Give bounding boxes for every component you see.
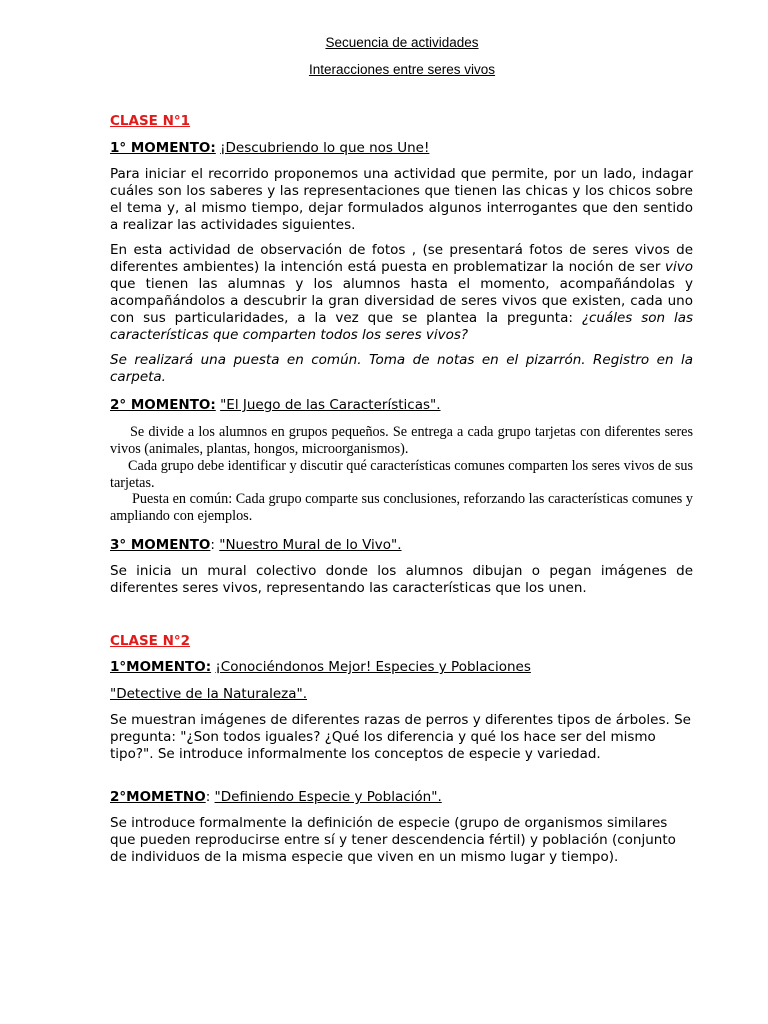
clase-2-paragraph-1: Se muestran imágenes de diferentes razas de perros y diferentes tipos de árboles. Se pregunta: "¿Son todos iguales? ¿Qué los diferencia y qué los hace ser del mismo tipo?". Se introduce informalmente los conceptos de especie y variedad. — [110, 712, 691, 762]
momento-label: 3° MOMENTO — [110, 537, 211, 553]
clase-2-paragraph-2: Se introduce formalmente la definición de especie (grupo de organismos similares que pueden reproducirse entre sí y tener descendencia fértil) y población (conjunto de individuos de la misma especie que viven en un mismo lugar y tiempo). — [110, 815, 676, 865]
momento-colon: : — [210, 537, 220, 553]
momento-title: ¡Conociéndonos Mejor! Especies y Poblaciones — [215, 659, 531, 675]
document-title: Secuencia de actividades — [325, 35, 479, 50]
momento-colon: : — [205, 789, 215, 805]
clase-1-momento-2-heading — [110, 397, 693, 414]
emphasis-question: ¿cuáles son las características que comparten todos los seres vivos? — [110, 310, 693, 343]
paragraph-italic-text: Se realizará una puesta en común. Toma de notas en el pizarrón. Registro en la carpeta. — [110, 352, 693, 385]
clase-2-momento-1-subtitle — [110, 686, 693, 703]
clase-2-heading — [110, 633, 693, 650]
clase-1-heading — [110, 113, 693, 130]
clase-1-step-2: Cada grupo debe identificar y discutir qué características comunes comparten los seres vivos de sus tarjetas. — [110, 458, 693, 491]
clase-1-paragraph-1: Para iniciar el recorrido proponemos una actividad que permite, por un lado, indagar cuáles son los saberes y las representaciones que tienen las chicas y los chicos sobre el tema y, al mismo tiempo, dejar formulados algunos interrogantes que den sentido a realizar las actividades siguientes. — [110, 166, 693, 233]
momento-title: "Definiendo Especie y Población". — [214, 789, 442, 805]
clase-1-momento-1-heading — [110, 140, 693, 157]
momento-label: 1°MOMENTO: — [110, 659, 212, 675]
momento-title: "El Juego de las Características". — [220, 397, 441, 413]
momento-subtitle: "Detective de la Naturaleza". — [110, 686, 308, 702]
clase-2-momento-1-heading — [110, 659, 693, 676]
paragraph-text: que tienen las alumnas y los alumnos hasta el momento, acompañándolas y acompañándolos a descubrir la gran diversidad de seres vivos que existen, cada uno con sus particularidades, a la vez que se plantea la pregunta: — [110, 276, 693, 326]
clase-1-paragraph-2 — [110, 242, 693, 344]
clase-1-step-1: Se divide a los alumnos en grupos pequeños. Se entrega a cada grupo tarjetas con diferentes seres vivos (animales, plantas, hongos, microorganismos). — [110, 424, 693, 457]
clase-1-momento-3-heading — [110, 537, 693, 554]
momento-title: ¡Descubriendo lo que nos Une! — [220, 140, 430, 156]
clase-1-paragraph-3 — [110, 352, 693, 386]
clase-1-paragraph-4: Se inicia un mural colectivo donde los alumnos dibujan o pegan imágenes de diferentes seres vivos, representando las características que los unen. — [110, 563, 693, 596]
emphasis-vivo: vivo — [665, 259, 693, 275]
momento-label: 2° MOMENTO: — [110, 397, 216, 413]
momento-label: 2°MOMETNO — [110, 789, 206, 805]
paragraph-text: En esta actividad de observación de fotos , (se presentará fotos de seres vivos de diferentes ambientes) la intención está puesta en problematizar la noción de ser — [110, 242, 693, 275]
clase-2-heading-text: CLASE N°2 — [110, 633, 191, 649]
clase-2-momento-2-heading — [110, 789, 693, 806]
clase-1-heading-text: CLASE N°1 — [110, 113, 191, 129]
clase-1-step-3: Puesta en común: Cada grupo comparte sus conclusiones, reforzando las características comunes y ampliando con ejemplos. — [110, 491, 693, 524]
momento-label: 1° MOMENTO: — [110, 140, 216, 156]
momento-title: "Nuestro Mural de lo Vivo". — [219, 537, 402, 553]
document-subtitle: Interacciones entre seres vivos — [308, 62, 496, 77]
